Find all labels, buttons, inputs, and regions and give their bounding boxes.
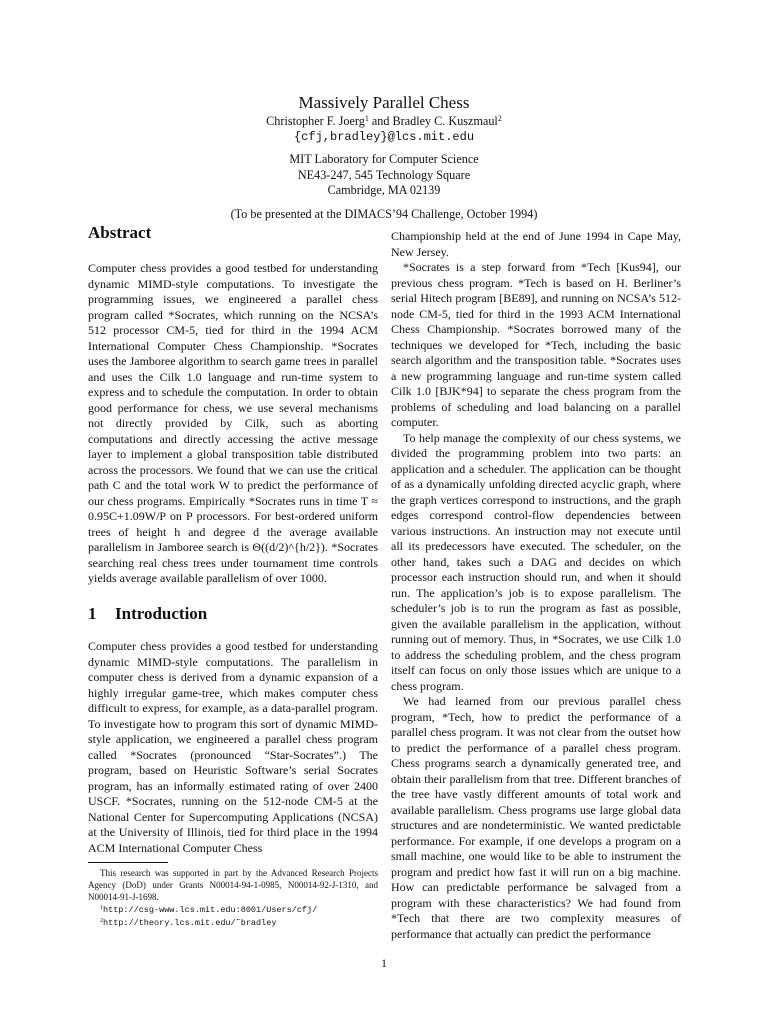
affiliation-line: NE43-247, 545 Technology Square	[297, 167, 471, 182]
presentation-note: (To be presented at the DIMACS’94 Challenge, October 1994)	[230, 206, 538, 221]
footnote-1	[88, 903, 378, 916]
paper-header	[84, 92, 684, 222]
affiliation	[84, 152, 684, 199]
section-number: 1	[88, 604, 97, 623]
intro-paragraph: We had learned from our previous parallel chess program, *Tech, how to predict the performance of a parallel chess program. It was not clear from the outset how to predict the performance of a parallel chess program. Chess programs search a dynamically generated tree, and obtain their parallelism from that tree. Different branches of the tree have vastly different amounts of total work and available parallelism. Chess programs use large global data structures and are nondeterministic. We wanted predictable performance. For example, if one develops a program on a small machine, one would like to be able to instrument the program and predict how fast it will run on a big machine. How can predictable performance be salvaged from a program with these characteristics? We had found from *Tech that there are two complexity measures of performance that actually can predict the performance	[391, 694, 681, 941]
footnote-rule	[88, 862, 168, 863]
footnotes	[88, 867, 378, 929]
footnote-1-url: http://csg-www.lcs.mit.edu:8001/Users/cfj/	[103, 905, 318, 915]
author-2: Bradley C. Kuszmaul	[392, 114, 498, 128]
intro-paragraph: To help manage the complexity of our chess systems, we divided the programming problem into two parts: an application and a scheduler. The application can be thought of as a dynamically unfolding directed acyclic graph, where the graph vertices correspond to instructions, and the graph edges correspond control-flow dependencies between various instructions. An instruction may not execute until all its predecessors have executed. The scheduler, on the other hand, takes such a DAG and decides on which processor each instruction should run, and when it should run. The application’s job is to expose parallelism. The scheduler’s job is to run the program as fast as possible, given the available parallelism in the application, without running out of memory. Thus, in *Socrates, we use Cilk 1.0 to address the scheduling problem, and the chess program itself can focus on only those issues which are unique to a chess program.	[391, 430, 681, 693]
intro-paragraph: Championship held at the end of June 1994 in Cape May, New Jersey.	[391, 229, 681, 259]
intro-paragraph: Computer chess provides a good testbed for understanding dynamic MIMD-style computations. The parallelism in computer chess is derived from a dynamic expansion of a highly irregular game-tree, which makes computer chess difficult to express, for example, as a data-parallel program. To investigate how to program this sort of dynamic MIMD-style application, we engineered a parallel chess program called *Socrates (pronounced “Star-Socrates”.) The program, based on Heuristic Software’s serial Socrates program, has an informally estimated rating of over 2400 USCF. *Socrates, running on the 512-node CM-5 at the National Center for Supercomputing Applications (NCSA) at the University of Illinois, tied for third place in the 1994 ACM International Computer Chess	[88, 639, 378, 855]
page-number: 1	[381, 956, 387, 970]
author-conjunction: and	[368, 114, 393, 128]
funding-footnote: This research was supported in part by the Advanced Research Projects Agency (DoD) under Grants N00014-94-1-0985, N00014-92-J-1310, and N00014-91-J-1698.	[88, 868, 378, 902]
abstract-paragraph: Computer chess provides a good testbed for understanding dynamic MIMD-style computations. To investigate the programming issues, we engineered a parallel chess program called *Socrates, which running on the NCSA’s 512 processor CM-5, tied for third in the 1994 ACM International Computer Chess Championship. *Socrates uses the Jamboree algorithm to search game trees in parallel and uses the Cilk 1.0 language and run-time system to express and to schedule the computation. In order to obtain good performance for chess, we use several mechanisms not directly provided by Cilk, such as aborting computations and directly accessing the active message layer to implement a global transposition table distributed across the processors. We found that we can use the critical path C and the total work W to predict the performance of our chess programs. Empirically *Socrates runs in time T ≈ 0.95C+1.09W/P on P processors. For best-ordered uniform trees of height h and degree d the average available parallelism in Jamboree search is Θ((d/2)^{h/2}). *Socrates searching real chess trees under tournament time controls yields average available parallelism of over 1000.	[88, 261, 378, 585]
abstract-body	[88, 261, 378, 587]
intro-paragraph: *Socrates is a step forward from *Tech [Kus94], our previous chess program. *Tech is based on H. Berliner’s serial Hitech program [BE89], and running on NCSA’s 512-node CM-5, tied for third in the 1993 ACM International Chess Championship. *Socrates borrowed many of the techniques we developed for *Tech, including the basic search algorithm and the transposition table. *Socrates uses a new programming language and run-time system called Cilk 1.0 [BJK*94] to separate the chess program from the problems of scheduling and load balancing on a parallel computer.	[391, 260, 681, 429]
paper-title: Massively Parallel Chess	[298, 93, 470, 112]
footnote-1-mark: 1	[100, 905, 103, 911]
section-title: Introduction	[115, 604, 208, 623]
footnote-2-url: http://theory.lcs.mit.edu/˜bradley	[103, 918, 277, 928]
author-1: Christopher F. Joerg	[266, 114, 365, 128]
affiliation-line: MIT Laboratory for Computer Science	[289, 152, 479, 166]
introduction-heading	[88, 604, 207, 624]
abstract-heading: Abstract	[88, 223, 152, 242]
introduction-body-right	[391, 229, 681, 942]
footnote-2-mark: 2	[100, 918, 103, 924]
author-emails: {cfj,bradley}@lcs.mit.edu	[293, 130, 475, 144]
introduction-body-left	[88, 639, 378, 856]
author-1-footnote-mark: 1	[364, 114, 369, 123]
author-2-footnote-mark: 2	[497, 114, 502, 123]
author-line	[84, 114, 684, 129]
footnote-2	[88, 916, 378, 929]
affiliation-line: Cambridge, MA 02139	[327, 183, 441, 197]
